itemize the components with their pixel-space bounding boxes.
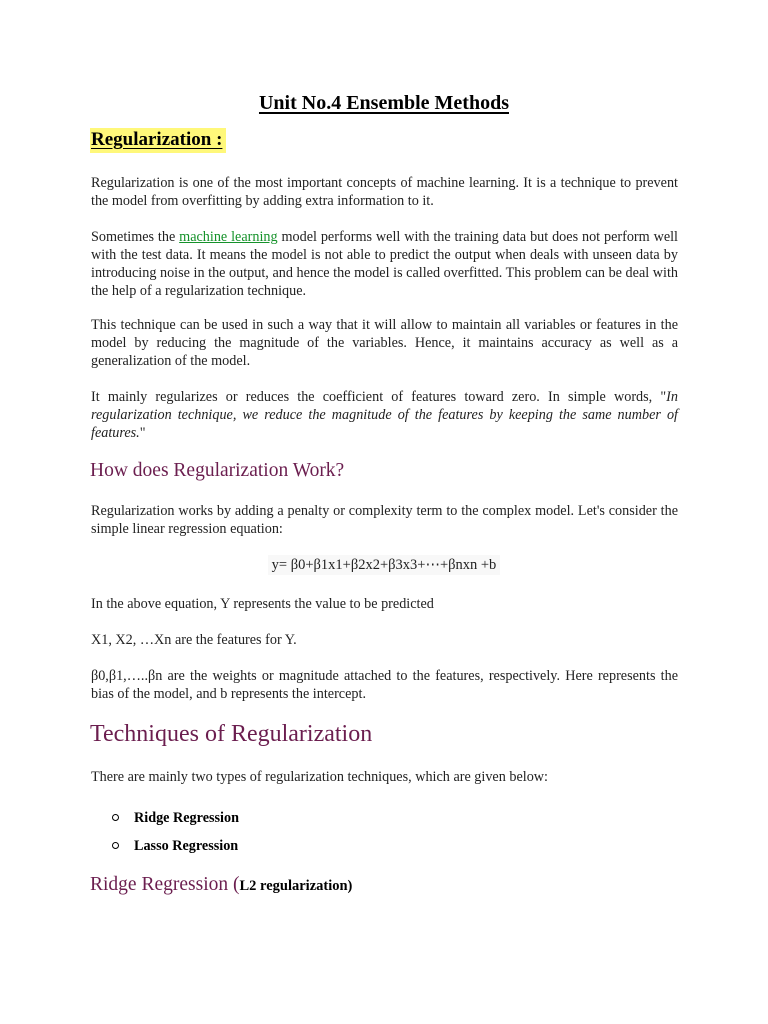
list-item-lasso (112, 838, 238, 855)
paragraph-overfitting-start: Sometimes the (91, 229, 180, 245)
heading-ridge-subtitle: L2 regularization) (239, 878, 353, 894)
page-title-text: Unit No.4 Ensemble Methods (258, 92, 509, 114)
heading-ridge-regression (90, 874, 352, 896)
paragraph-coefficient-end: " (139, 425, 146, 441)
paragraph-overfitting-rest: model performs well with the training data but does not perform well with the test data. It means the model is not able to predict the output when deals with unseen data by introducing noise in the output, and hence the model is called overfitted. This problem can be deal with the help of a regularization technique. (91, 229, 678, 299)
heading-ridge-text: Ridge Regression ( (90, 874, 240, 895)
equation-linear-regression (0, 557, 768, 574)
paragraph-penalty: Regularization works by adding a penalty or complexity term to the complex model. Let's consider the simple linear regression equation: (91, 503, 678, 537)
section-heading-regularization: Regularization : (90, 128, 226, 153)
list-item-ridge (112, 810, 239, 827)
paragraph-technique: This technique can be used in such a way that it will allow to maintain all variables or features in the model by reducing the magnitude of the variables. Hence, it maintains accuracy as well as a generalization of the model. (91, 317, 678, 369)
paragraph-y-definition: In the above equation, Y represents the value to be predicted (91, 596, 434, 612)
page-title (0, 92, 768, 115)
paragraph-coefficient-start: It mainly regularizes or reduces the coefficient of features toward zero. In simple words, " (91, 389, 667, 405)
paragraph-overfitting (91, 228, 678, 300)
list-item-label: Lasso Regression (134, 838, 239, 854)
paragraph-coefficient-quote: In regularization technique, we reduce the magnitude of the features by keeping the same number of features. (91, 389, 678, 441)
paragraph-features-definition: X1, X2, …Xn are the features for Y. (91, 632, 297, 648)
list-item-label: Ridge Regression (134, 810, 239, 826)
paragraph-intro: Regularization is one of the most important concepts of machine learning. It is a technique to prevent the model from overfitting by adding extra information to it. (91, 175, 678, 209)
machine-learning-link[interactable]: machine learning (179, 229, 278, 245)
bullet-icon (112, 842, 119, 849)
equation-text: y= β0+β1x1+β2x2+β3x3+⋯+βnxn +b (268, 555, 501, 575)
paragraph-coefficient (91, 388, 678, 442)
paragraph-two-types: There are mainly two types of regularization techniques, which are given below: (91, 769, 548, 785)
bullet-icon (112, 814, 119, 821)
paragraph-weights-definition: β0,β1,…..βn are the weights or magnitude attached to the features, respectively. Here represents the bias of the model, and b represents the intercept. (91, 668, 678, 702)
heading-techniques: Techniques of Regularization (90, 721, 373, 747)
heading-how-regularization-works: How does Regularization Work? (90, 460, 345, 481)
